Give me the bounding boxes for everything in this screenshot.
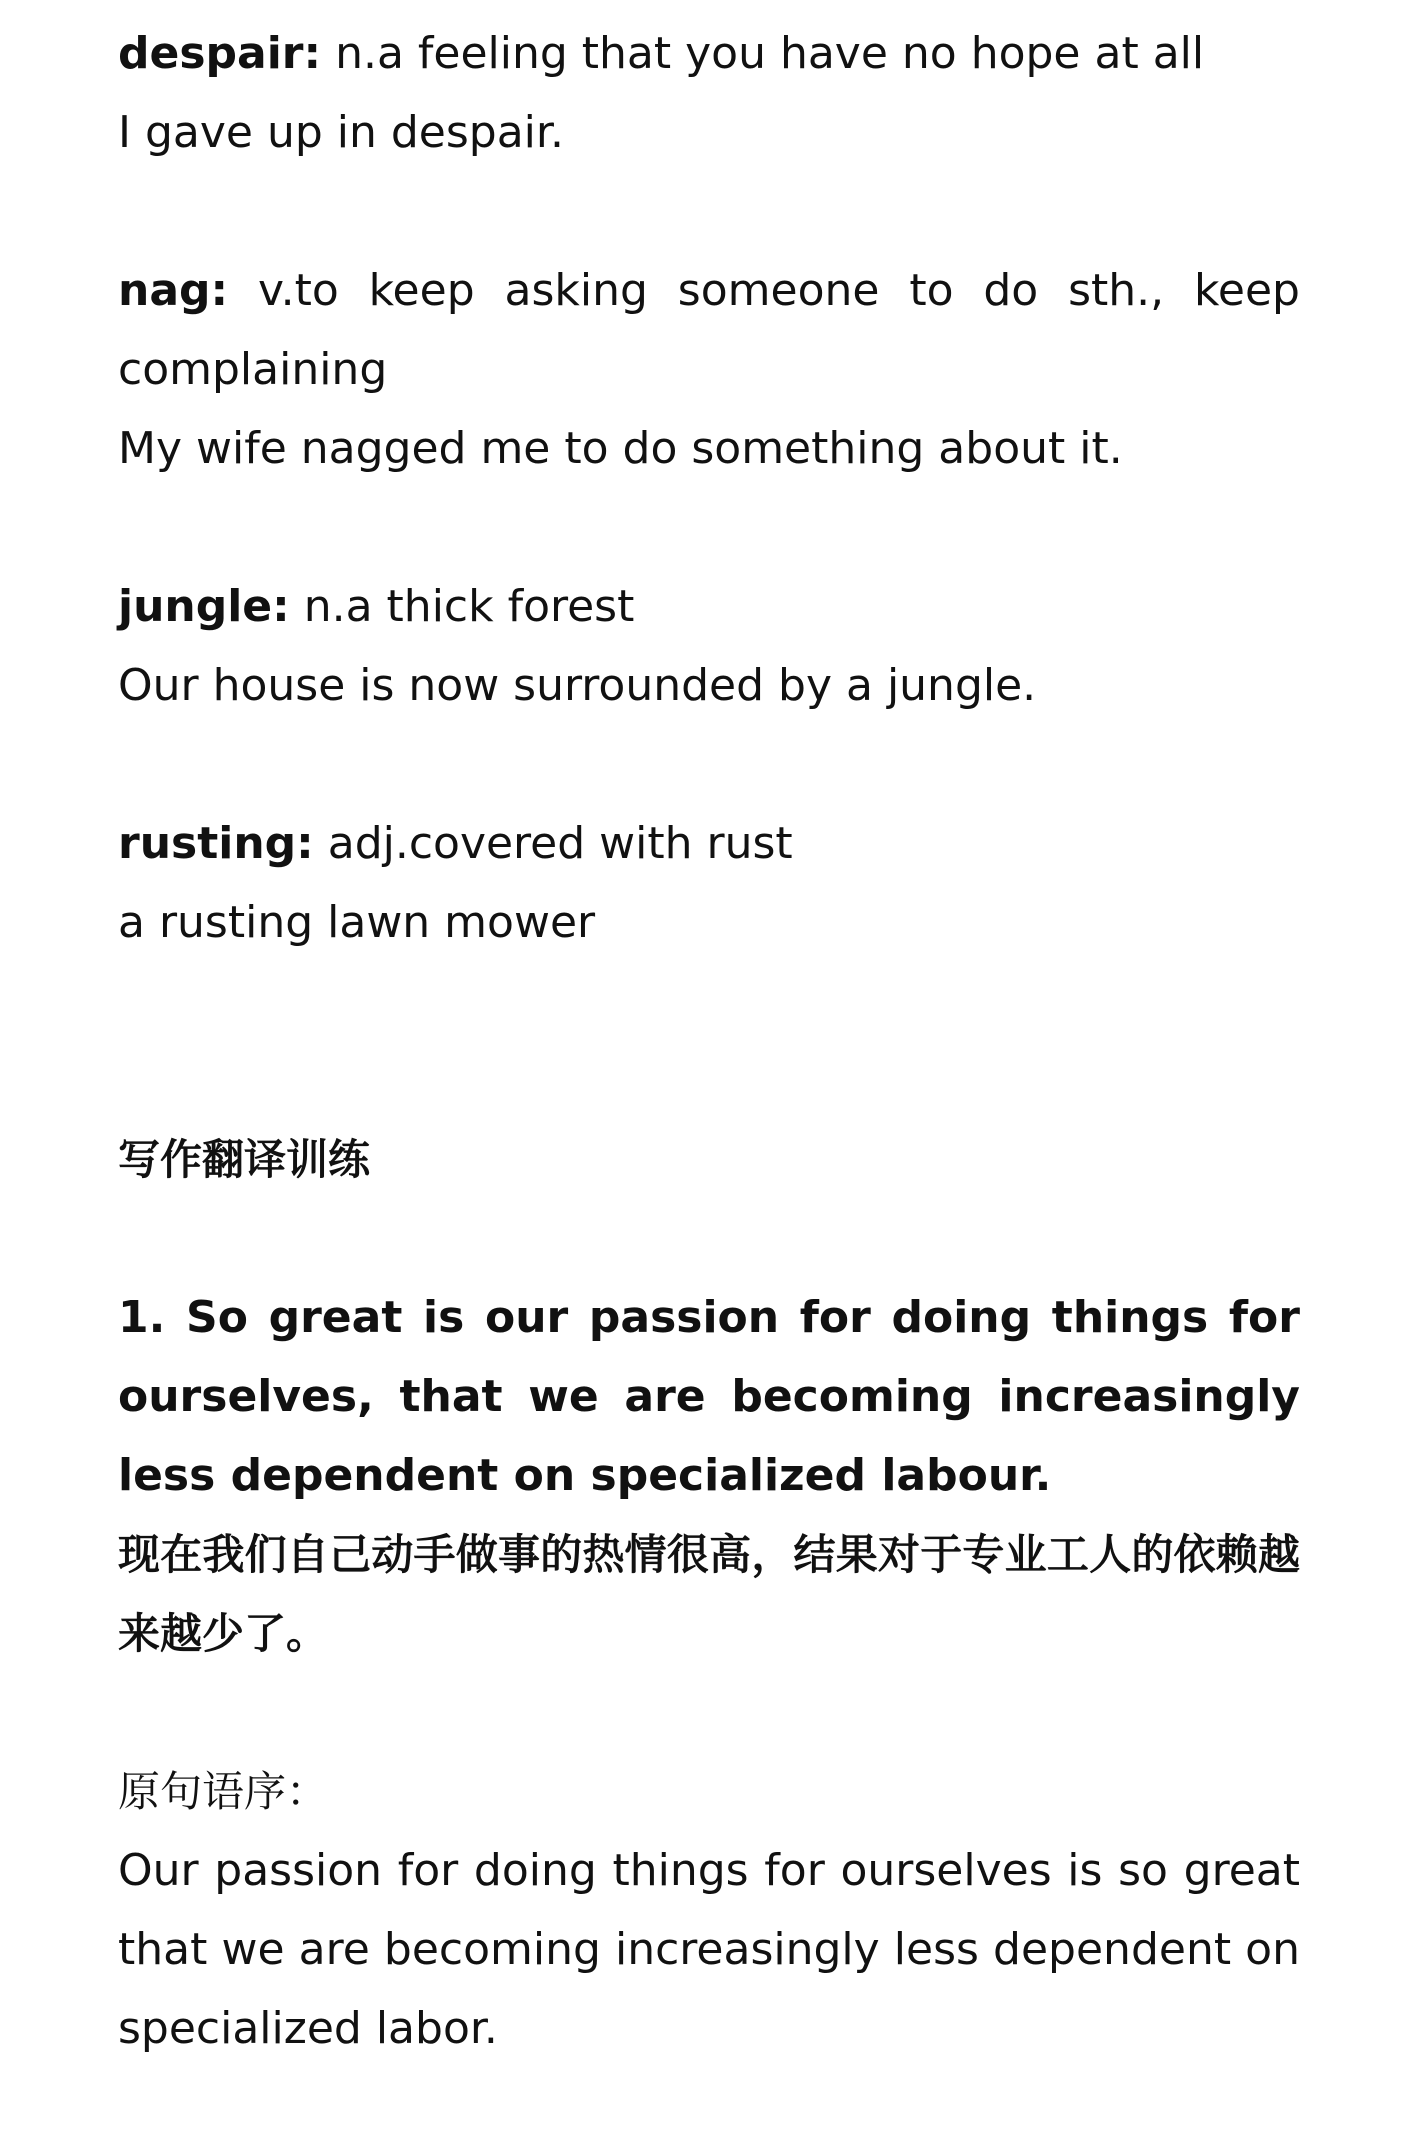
vocab-term: rusting:	[118, 818, 314, 869]
vocab-definition: n.a thick forest	[289, 581, 635, 632]
document-page	[118, 14, 1300, 2068]
vocab-definition: n.a feeling that you have no hope at all	[321, 28, 1205, 79]
exercise-translation: 现在我们自己动手做事的热情很高，结果对于专业工人的依赖越来越少了。	[118, 1530, 1300, 1658]
vocab-entry-despair	[118, 14, 1300, 93]
vocab-example: a rusting lawn mower	[118, 897, 596, 948]
vocab-term: jungle:	[118, 581, 290, 632]
vocab-example: My wife nagged me to do something about it.	[118, 423, 1123, 474]
vocab-entry-rusting	[118, 804, 1300, 883]
vocab-entry-nag	[118, 251, 1300, 409]
word-order-text: Our passion for doing things for ourselves is so great that we are becoming increasingly less dependent on specialized labor.	[118, 1845, 1300, 2054]
vocab-term: despair:	[118, 28, 322, 79]
vocab-entry-jungle	[118, 567, 1300, 646]
section-heading: 写作翻译训练	[118, 1135, 371, 1184]
vocab-example: I gave up in despair.	[118, 107, 564, 158]
vocab-definition: adj.covered with rust	[313, 818, 793, 869]
word-order-label: 原句语序：	[118, 1767, 329, 1816]
exercise-sentence: 1. So great is our passion for doing things for ourselves, that we are becoming increasingly less dependent on specialized labour.	[118, 1292, 1300, 1501]
vocab-definition: v.to keep asking someone to do sth., keep complaining	[118, 265, 1300, 395]
vocab-example: Our house is now surrounded by a jungle.	[118, 660, 1037, 711]
vocab-term: nag:	[118, 265, 229, 316]
